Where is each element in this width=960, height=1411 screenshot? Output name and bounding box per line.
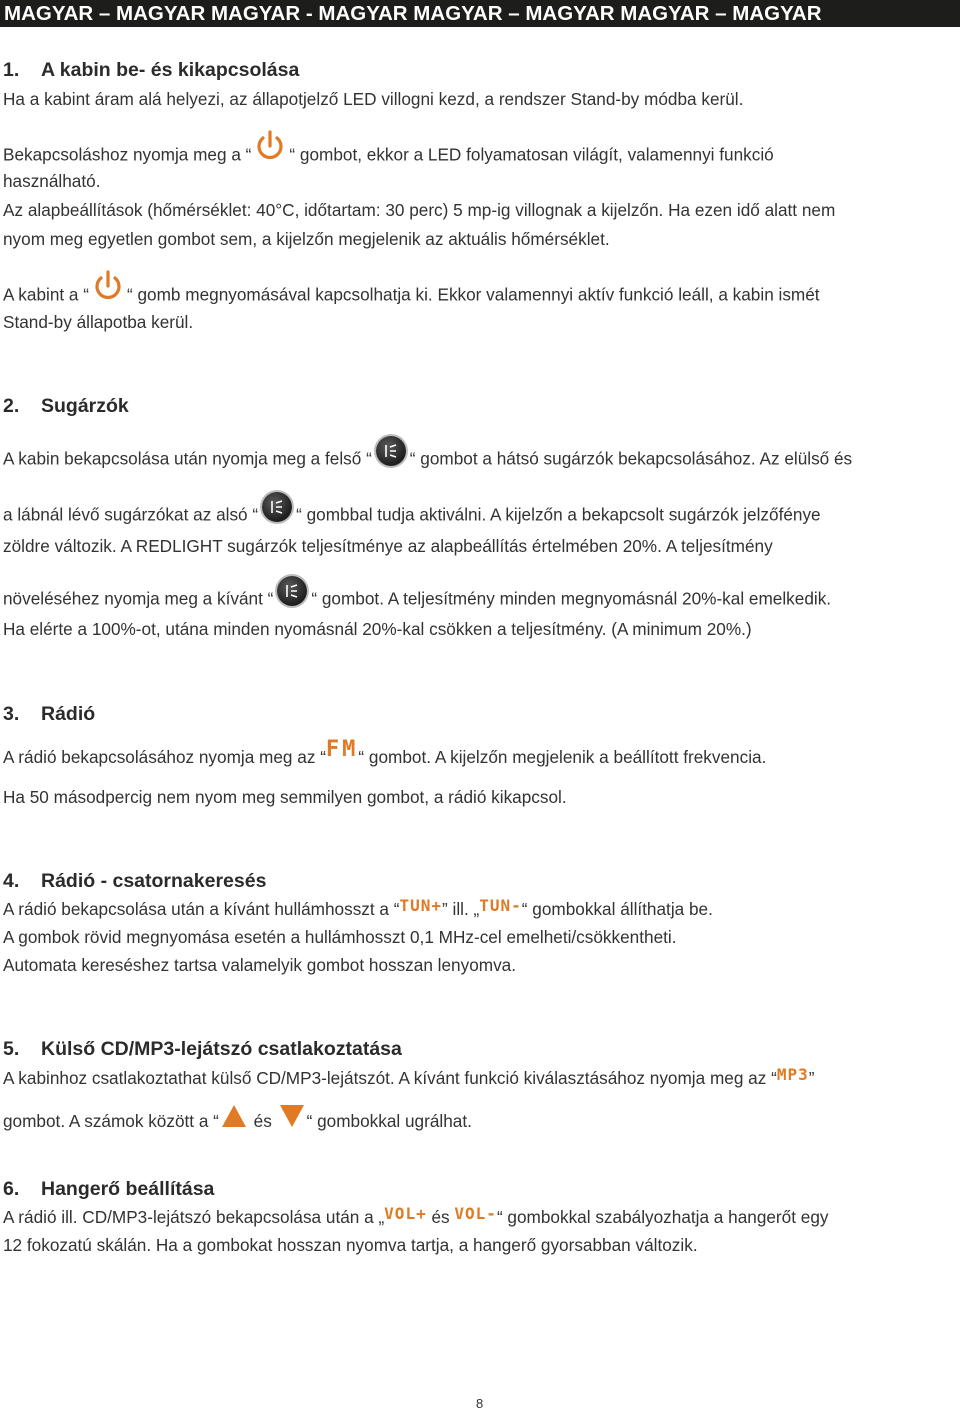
section-title: A kabin be- és kikapcsolása — [41, 59, 300, 81]
text-segment: gombot. A számok között a “ — [3, 1111, 219, 1131]
heater-button-icon — [277, 576, 307, 606]
section-title: Hangerő beállítása — [41, 1178, 215, 1200]
section-title: Rádió - csatornakeresés — [41, 870, 267, 892]
section-number: 1. — [3, 59, 20, 81]
tun-minus-button-label: TUN- — [479, 896, 522, 915]
paragraph-line: Ha 50 másodpercig nem nyom meg semmilyen gombot, a rádió kikapcsol. — [3, 787, 567, 807]
paragraph-line — [3, 585, 831, 615]
vol-minus-button-label: VOL- — [454, 1204, 497, 1223]
section-title: Külső CD/MP3-lejátszó csatlakoztatása — [41, 1038, 402, 1060]
text-segment: “ gomb megnyomásával kapcsolhatja ki. Ekkor valamennyi aktív funkció leáll, a kabin ismét — [127, 284, 820, 305]
paragraph-line: nyom meg egyetlen gombot sem, a kijelzőn megjelenik az aktuális hőmérséklet. — [3, 229, 610, 249]
paragraph-line: Stand-by állapotba kerül. — [3, 312, 194, 332]
paragraph-line — [3, 1206, 828, 1229]
text-segment: “ gombokkal ugrálhat. — [306, 1111, 472, 1131]
text-segment: a lábnál lévő sugárzókat az alsó “ — [3, 504, 259, 525]
section-4-heading — [3, 869, 266, 893]
text-segment: ” ill. „ — [442, 899, 480, 919]
paragraph-line: A gombok rövid megnyomása esetén a hullámhosszt 0,1 MHz-cel emelheti/csökkentheti. — [3, 927, 677, 947]
text-segment: A kabin bekapcsolása után nyomja meg a felső “ — [3, 448, 372, 469]
text-segment: “ gombbal tudja aktiválni. A kijelzőn a bekapcsolt sugárzók jelzőfénye — [296, 504, 821, 525]
triangle-up-icon — [221, 1104, 247, 1128]
paragraph-line — [3, 1110, 472, 1134]
text-segment: A kabinhoz csatlakoztathat külső CD/MP3-lejátszót. A kívánt funkció kiválasztásához nyomja meg az “ — [3, 1068, 777, 1088]
section-6-heading — [3, 1177, 214, 1201]
paragraph: Ha a kabint áram alá helyezi, az állapotjelző LED villogni kezd, a rendszer Stand-by módba kerül. — [3, 89, 744, 109]
text-segment: “ gombot, ekkor a LED folyamatosan világít, valamennyi funkció — [289, 144, 774, 165]
power-icon — [91, 269, 125, 305]
text-segment: növeléséhez nyomja meg a kívánt “ — [3, 588, 274, 609]
section-title: Rádió — [41, 703, 96, 725]
text-segment: “ gombokkal szabályozhatja a hangerőt egy — [496, 1207, 829, 1227]
paragraph-line — [3, 898, 713, 921]
text-segment: Bekapcsoláshoz nyomja meg a “ — [3, 144, 252, 165]
section-number: 3. — [3, 703, 20, 725]
power-icon — [253, 129, 287, 165]
paragraph-line: Automata kereséshez tartsa valamelyik gombot hosszan lenyomva. — [3, 955, 517, 975]
section-number: 4. — [3, 870, 20, 892]
vol-plus-button-label: VOL+ — [384, 1204, 427, 1223]
page-number: 8 — [476, 1396, 484, 1411]
section-number: 2. — [3, 395, 20, 417]
text-segment: “ gombot. A kijelzőn megjelenik a beállított frekvencia. — [358, 747, 767, 767]
paragraph-line — [3, 138, 774, 174]
text-segment: ” — [808, 1068, 815, 1088]
text-segment: A rádió bekapcsolásához nyomja meg az “ — [3, 747, 326, 767]
section-2-heading — [3, 394, 129, 418]
text-segment: A kabint a “ — [3, 284, 89, 305]
section-1-heading — [3, 58, 299, 82]
paragraph-line: 12 fokozatú skálán. Ha a gombokat hosszan nyomva tartja, a hangerő gyorsabban változik. — [3, 1235, 698, 1255]
language-banner: MAGYAR – MAGYAR MAGYAR - MAGYAR MAGYAR – MAGYAR MAGYAR – MAGYAR — [0, 0, 960, 27]
section-3-heading — [3, 702, 95, 726]
paragraph-line — [3, 1067, 814, 1090]
paragraph-line: zöldre változik. A REDLIGHT sugárzók teljesítménye az alapbeállítás értelmében 20%. A teljesítmény — [3, 536, 773, 556]
paragraph-line: használható. — [3, 171, 101, 191]
text-segment: és — [248, 1111, 277, 1131]
section-number: 6. — [3, 1178, 20, 1200]
tun-plus-button-label: TUN+ — [399, 896, 443, 915]
text-segment: “ gombot. A teljesítmény minden megnyomásnál 20%-kal emelkedik. — [311, 588, 832, 609]
paragraph-line — [3, 445, 852, 475]
text-segment: A rádió bekapcsolása után a kívánt hullámhosszt a “ — [3, 899, 400, 919]
text-segment: és — [426, 1207, 455, 1227]
triangle-down-icon — [279, 1104, 305, 1128]
text-segment: “ gombot a hátsó sugárzók bekapcsolásához. Az elülső és — [409, 448, 853, 469]
heater-button-icon — [376, 436, 406, 466]
paragraph-line: Ha elérte a 100%-ot, utána minden nyomásnál 20%-kal csökken a teljesítmény. (A minimum 20%.) — [3, 619, 752, 639]
section-title: Sugárzók — [41, 395, 129, 417]
text-segment: A rádió ill. CD/MP3-lejátszó bekapcsolása után a „ — [3, 1207, 385, 1227]
fm-button-label: FM — [325, 737, 359, 762]
heater-button-icon — [262, 492, 292, 522]
section-number: 5. — [3, 1038, 20, 1060]
paragraph-line — [3, 501, 821, 531]
paragraph-line — [3, 737, 767, 768]
mp3-button-label: MP3 — [776, 1065, 809, 1084]
paragraph-line: Az alapbeállítások (hőmérséklet: 40°C, időtartam: 30 perc) 5 mp-ig villognak a kijelzőn. Ha ezen idő alatt nem — [3, 200, 836, 220]
paragraph-line — [3, 278, 820, 314]
text-segment: “ gombokkal állíthatja be. — [521, 899, 713, 919]
section-5-heading — [3, 1037, 402, 1061]
